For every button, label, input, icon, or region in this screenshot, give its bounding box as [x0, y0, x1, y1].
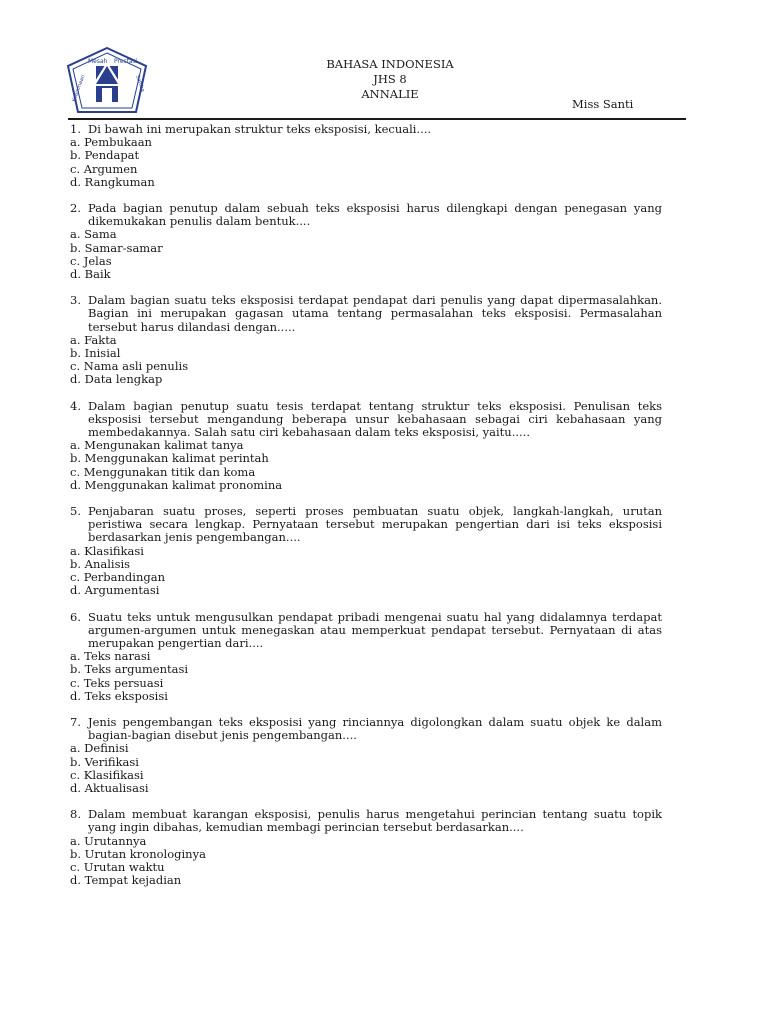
grade-label: JHS 8 [373, 72, 407, 86]
answer-option: a. Fakta [70, 332, 117, 347]
answer-option: b. Verifikasi [70, 754, 139, 769]
question-text: Pada bagian penutup dalam sebuah teks eksposisi harus dilengkapi dengan penegasan yang dikemukakan penulis dalam bentuk.... [88, 201, 662, 229]
answer-option: d. Data lengkap [70, 372, 163, 387]
answer-option: c. Nama asli penulis [70, 359, 189, 374]
question-number: 6. [70, 609, 81, 624]
question-stem [70, 123, 662, 136]
answer-option: b. Analisis [70, 556, 131, 571]
question-item [70, 202, 662, 281]
answer-option: c. Teks persuasi [70, 675, 164, 690]
answer-option: b. Samar-samar [70, 240, 163, 255]
answer-option: c. Jelas [70, 253, 112, 268]
answer-option: c. Perbandingan [70, 570, 165, 585]
answer-option: b. Urutan kronologinya [70, 846, 206, 861]
question-stem [70, 202, 662, 228]
crest-text-top-right: Prestasi [114, 58, 138, 65]
question-number: 1. [70, 122, 81, 136]
question-text: Dalam membuat karangan eksposisi, penulis harus mengetahui perincian tentang suatu topik yang ingin dibahas, kemudian membagi perincian tersebut berdasarkan.... [88, 807, 662, 835]
question-number: 3. [70, 293, 81, 308]
question-text: Penjabaran suatu proses, seperti proses pembuatan suatu objek, langkah-langkah, urutan peristiwa secara lengkap. Pernyataan tersebut merupakan pengertian dari isi teks eksposisi berdasarkan jenis pengembangan.... [88, 504, 662, 545]
answer-option: a. Klasifikasi [70, 543, 144, 558]
answer-option: d. Aktualisasi [70, 780, 149, 795]
question-number: 2. [70, 201, 81, 216]
question-stem [70, 716, 662, 742]
question-stem [70, 611, 662, 651]
answer-option: a. Teks narasi [70, 649, 151, 664]
answer-option: d. Argumentasi [70, 583, 160, 598]
question-stem [70, 294, 662, 334]
subject-title: BAHASA INDONESIA [326, 57, 454, 71]
student-name: ANNALIE [361, 87, 419, 101]
crest-text-top-left: Mesah [88, 58, 108, 65]
answer-option: a. Mengunakan kalimat tanya [70, 438, 244, 453]
answer-option: b. Menggunakan kalimat perintah [70, 451, 269, 466]
question-item [70, 400, 662, 492]
question-list [70, 123, 662, 900]
question-item [70, 716, 662, 795]
answer-option: a. Pembukaan [70, 135, 152, 150]
question-item [70, 505, 662, 597]
question-text: Di bawah ini merupakan struktur teks eksposisi, kecuali.... [88, 122, 432, 136]
teacher-name: Miss Santi [572, 97, 634, 111]
answer-option: c. Urutan waktu [70, 859, 165, 874]
question-text: Jenis pengembangan teks eksposisi yang rinciannya digolongkan dalam suatu objek ke dalam bagian-bagian disebut jenis pengembangan.... [88, 714, 662, 743]
answer-option: c. Klasifikasi [70, 767, 144, 782]
answer-option: c. Argumen [70, 161, 138, 176]
answer-option: a. Definisi [70, 741, 129, 756]
header-divider [68, 118, 686, 120]
answer-option: d. Menggunakan kalimat pronomina [70, 477, 283, 492]
answer-option: a. Urutannya [70, 833, 147, 848]
question-number: 5. [70, 504, 81, 519]
answer-option: d. Baik [70, 267, 111, 282]
question-item [70, 123, 662, 189]
question-number: 8. [70, 807, 81, 822]
answer-option: d. Tempat kejadian [70, 873, 182, 888]
question-item [70, 808, 662, 887]
school-crest-icon [66, 46, 148, 114]
answer-option: b. Inisial [70, 346, 121, 361]
question-number: 7. [70, 714, 81, 729]
question-text: Suatu teks untuk mengusulkan pendapat pribadi mengenai suatu hal yang didalamnya terdapat argumen-argumen untuk menegaskan atau memperkuat pendapat tersebut. Pernyataan di atas merupakan pengertian dari.... [88, 609, 662, 650]
document-header [290, 57, 490, 102]
question-stem [70, 808, 662, 834]
answer-option: d. Teks eksposisi [70, 688, 168, 703]
question-stem [70, 400, 662, 440]
question-item [70, 611, 662, 703]
answer-option: a. Sama [70, 227, 117, 242]
question-number: 4. [70, 398, 81, 413]
question-stem [70, 505, 662, 545]
answer-option: c. Menggunakan titik dan koma [70, 464, 256, 479]
question-item [70, 294, 662, 386]
question-text: Dalam bagian suatu teks eksposisi terdapat pendapat dari penulis yang dapat dipermasalahkan. Bagian ini merupakan gagasan utama tentang permasalahan teks eksposisi. Permasalahan tersebut harus dilandasi dengan..... [88, 293, 662, 334]
crest-text-right: Sahiba [134, 74, 146, 93]
answer-option: b. Pendapat [70, 148, 140, 163]
answer-option: b. Teks argumentasi [70, 662, 189, 677]
answer-option: d. Rangkuman [70, 174, 155, 189]
question-text: Dalam bagian penutup suatu tesis terdapat tentang struktur teks eksposisi. Penulisan teks eksposisi tersebut mengandung beberapa unsur kebahasaan sebagai ciri kebahasaan yang membedakannya. Salah satu ciri kebahasaan dalam teks eksposisi, yaitu..... [88, 398, 662, 440]
crest-text-left: Kebinmaan [71, 74, 87, 103]
